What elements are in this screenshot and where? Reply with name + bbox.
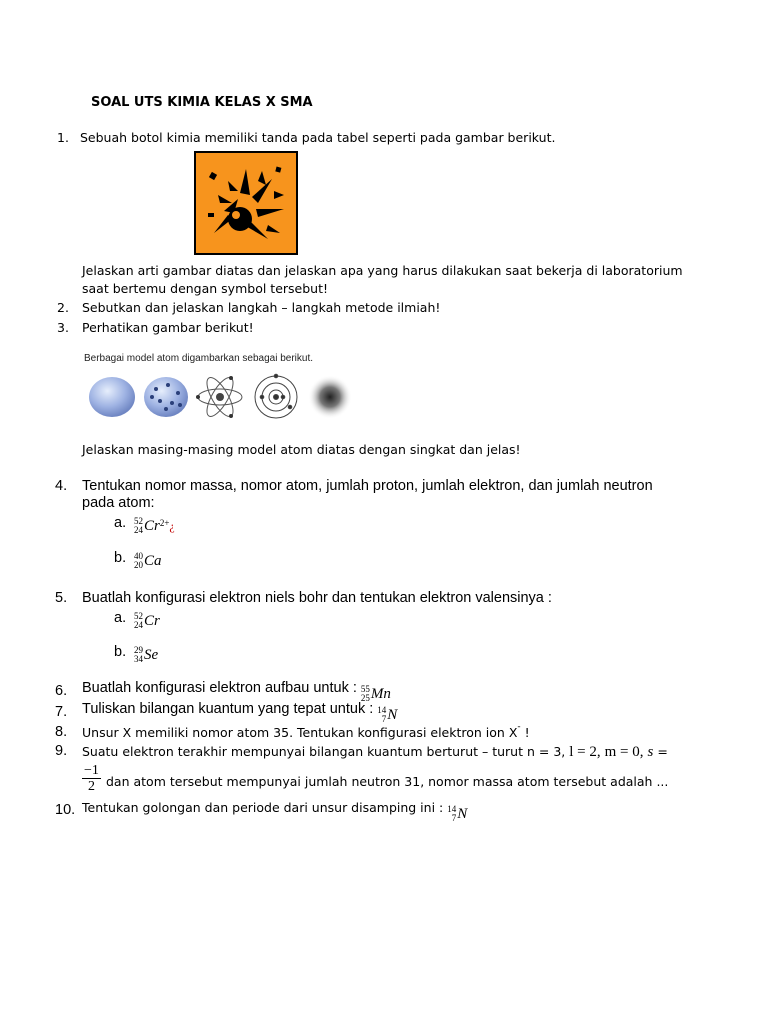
dalton-model-icon [89, 377, 135, 417]
question-8-text-row [82, 722, 530, 740]
question-10-number: 10. [55, 802, 76, 818]
question-5-b-label: b. [114, 644, 127, 660]
question-9-s: s [647, 744, 654, 760]
question-4-a-label: a. [114, 515, 127, 531]
explosive-hazard-icon [194, 151, 298, 255]
question-1-number: 1. [57, 130, 69, 145]
question-3-text: Perhatikan gambar berikut! [82, 320, 254, 335]
question-1-follow-line1: Jelaskan arti gambar diatas dan jelaskan apa yang harus dilakukan saat bekerja di laboratorium [82, 263, 683, 278]
question-6-number: 6. [55, 683, 68, 699]
question-4-line1: Tentukan nomor massa, nomor atom, jumlah proton, jumlah elektron, dan jumlah neutron [82, 478, 653, 494]
question-1-follow-line2: saat bertemu dengan symbol tersebut! [82, 281, 328, 296]
question-5-text: Buatlah konfigurasi elektron niels bohr dan tentukan elektron valensinya : [82, 590, 552, 606]
question-9-l: l = 2, [569, 744, 601, 760]
question-9-fraction: $\frac{-1}{2}$ [84, 763, 99, 794]
question-8-sup: - [517, 722, 521, 732]
question-4-a-isotope: 52 24 Cr 2+ ¿ [134, 516, 175, 535]
question-4-number: 4. [55, 478, 68, 494]
question-4-b-isotope: 40 20 Ca [134, 551, 162, 570]
question-7-isotope: 14 7 N [377, 705, 398, 724]
question-3-follow: Jelaskan masing-masing model atom diatas dengan singkat dan jelas! [82, 442, 521, 457]
question-9-eq: = [657, 744, 668, 759]
rutherford-model-icon [196, 374, 242, 420]
electron-cloud-model-icon [308, 375, 352, 419]
question-4-line2: pada atom: [82, 495, 155, 511]
atom-models-caption: Berbagai model atom digambarkan sebagai berikut. [84, 353, 314, 364]
question-9-m: m = 0, [604, 744, 644, 760]
question-8-text: Unsur X memiliki nomor atom 35. Tentukan konfigurasi elektron ion X [82, 725, 518, 740]
question-4-b-label: b. [114, 550, 127, 566]
question-6-isotope: 55 25 Mn [360, 684, 391, 703]
question-9-number: 9. [55, 743, 68, 759]
question-10-row [82, 799, 467, 823]
question-2-number: 2. [57, 300, 69, 315]
question-8-end: ! [520, 725, 530, 740]
question-7-text: Tuliskan bilangan kuantum yang tepat untuk : [82, 701, 374, 717]
thomson-model-icon [144, 377, 188, 417]
bohr-model-icon [255, 374, 297, 418]
atom-models-figure [86, 373, 358, 421]
question-2-text: Sebutkan dan jelaskan langkah – langkah metode ilmiah! [82, 300, 441, 315]
question-6-text: Buatlah konfigurasi elektron aufbau untuk : [82, 680, 357, 696]
question-5-a-isotope: 52 24 Cr [134, 611, 160, 630]
question-10-isotope: 14 7 N [447, 804, 468, 823]
question-1-text: Sebuah botol kimia memiliki tanda pada tabel seperti pada gambar berikut. [80, 130, 556, 145]
page-title: SOAL UTS KIMIA KELAS X SMA [91, 95, 313, 110]
question-8-number: 8. [55, 724, 68, 740]
question-9-text: Suatu elektron terakhir mempunyai bilangan kuantum berturut – turut n = 3, [82, 744, 566, 759]
question-7-number: 7. [55, 704, 68, 720]
question-7-row [82, 700, 397, 724]
question-10-text: Tentukan golongan dan periode dari unsur disamping ini : [82, 800, 444, 815]
question-9-line2: dan atom tersebut mempunyai jumlah neutron 31, nomor massa atom tersebut adalah ... [106, 774, 669, 789]
question-5-a-label: a. [114, 610, 127, 626]
question-5-number: 5. [55, 590, 68, 606]
question-5-b-isotope: 29 34 Se [134, 645, 159, 664]
question-9-line1 [82, 744, 668, 761]
question-3-number: 3. [57, 320, 69, 335]
